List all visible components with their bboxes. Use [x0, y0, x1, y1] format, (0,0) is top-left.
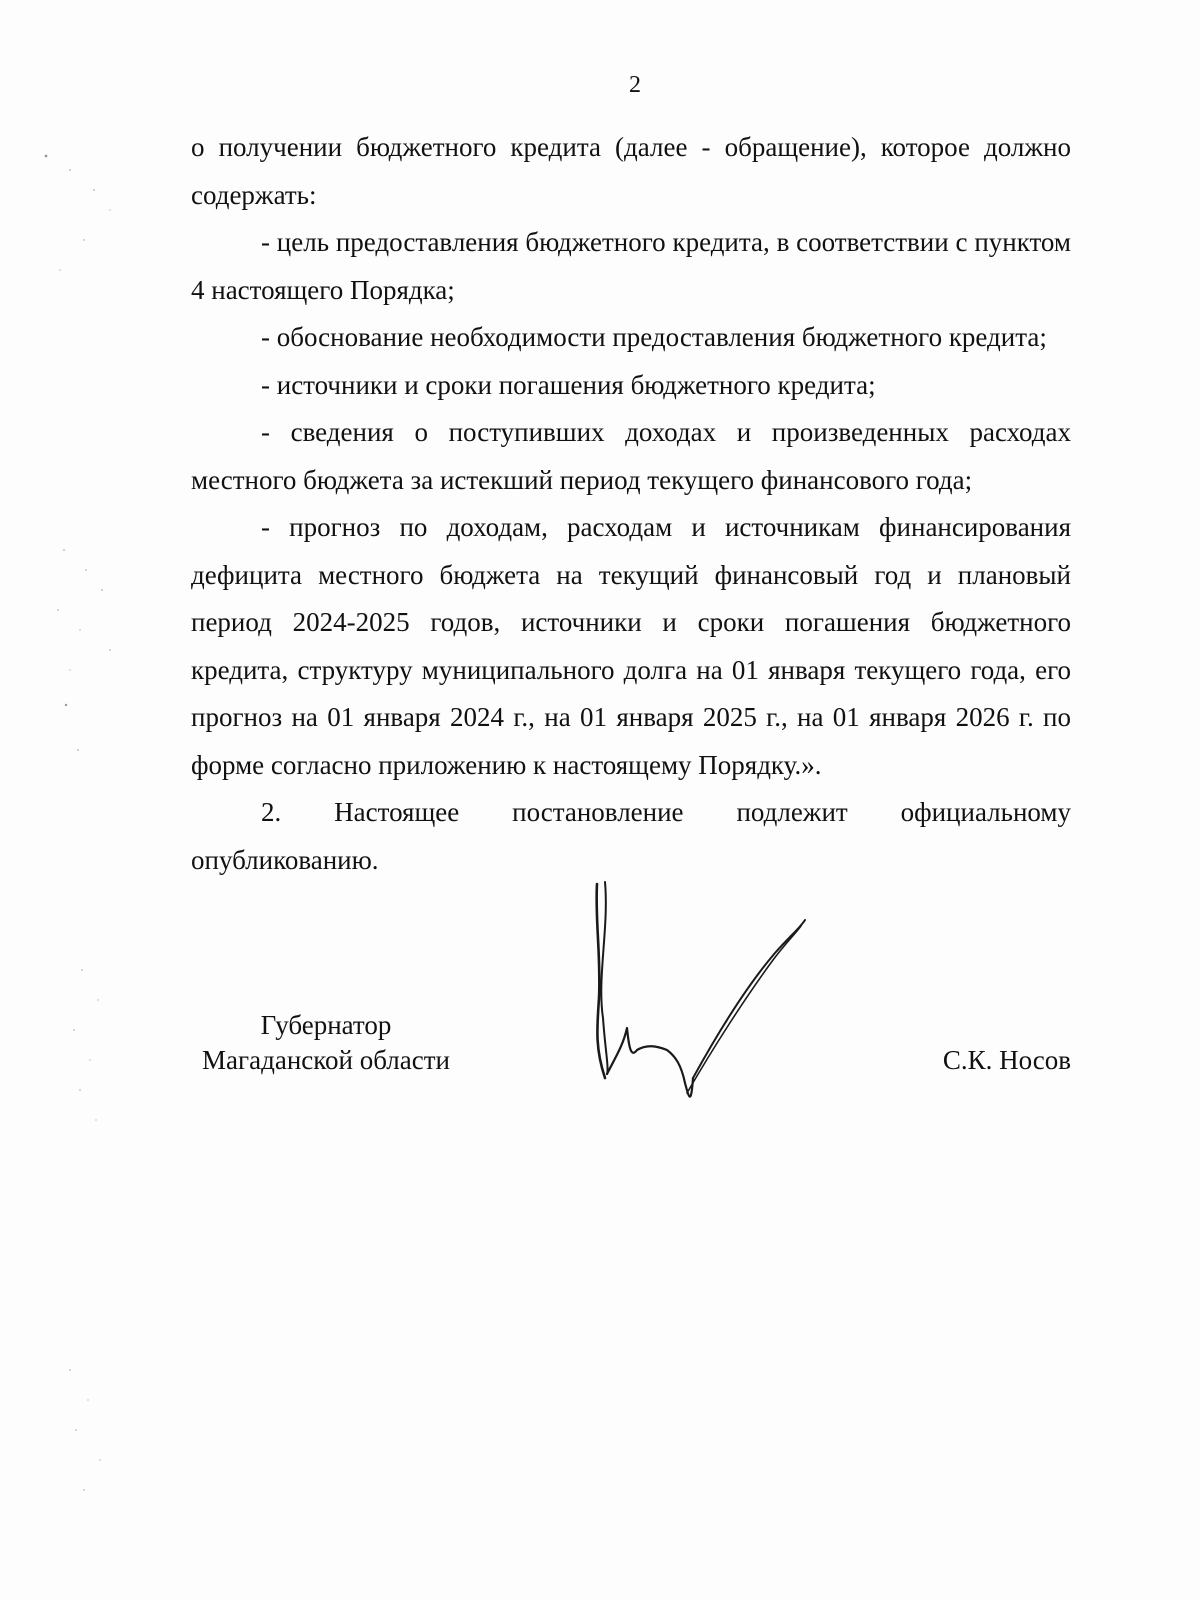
paragraph-appeal-intro: о получении бюджетного кредита (далее - обращение), которое должно содержать: — [191, 132, 1071, 210]
position-line-1: Губернатор — [260, 1010, 392, 1040]
page-number: 2 — [629, 72, 641, 98]
list-item-credit-purpose: - цель предоставления бюджетного кредита, в соответствии с пунктом 4 настоящего Порядка; — [191, 227, 1071, 305]
list-item-forecast: - прогноз по доходам, расходам и источникам финансирования дефицита местного бюджета на текущий финансовый год и плановый период 2024-2025 годов, источники и сроки погашения бюджетного кредита, структуру муниципального долга на 01 января текущего года, его прогноз на 01 января 2024 г., на 01 января 2025 г., на 01 января 2026 г. по форме согласно приложению к настоящему Порядку.». — [191, 512, 1071, 780]
document-body — [191, 124, 1071, 884]
signatory-name: С.К. Носов — [942, 1045, 1071, 1075]
list-item-justification: - обоснование необходимости предоставления бюджетного кредита; — [261, 322, 1047, 352]
list-item-repayment-sources: - источники и сроки погашения бюджетного кредита; — [261, 369, 876, 400]
scan-noise — [40, 150, 130, 1550]
list-item-income-expenses: - сведения о поступивших доходах и произведенных расходах местного бюджета за истекший период текущего финансового года; — [191, 417, 1071, 495]
signatory-position — [191, 1008, 461, 1078]
handwritten-signature — [595, 878, 815, 1108]
position-line-2: Магаданской области — [202, 1045, 450, 1075]
paragraph-publication: 2. Настоящее постановление подлежит официальному опубликованию. — [191, 797, 1071, 875]
